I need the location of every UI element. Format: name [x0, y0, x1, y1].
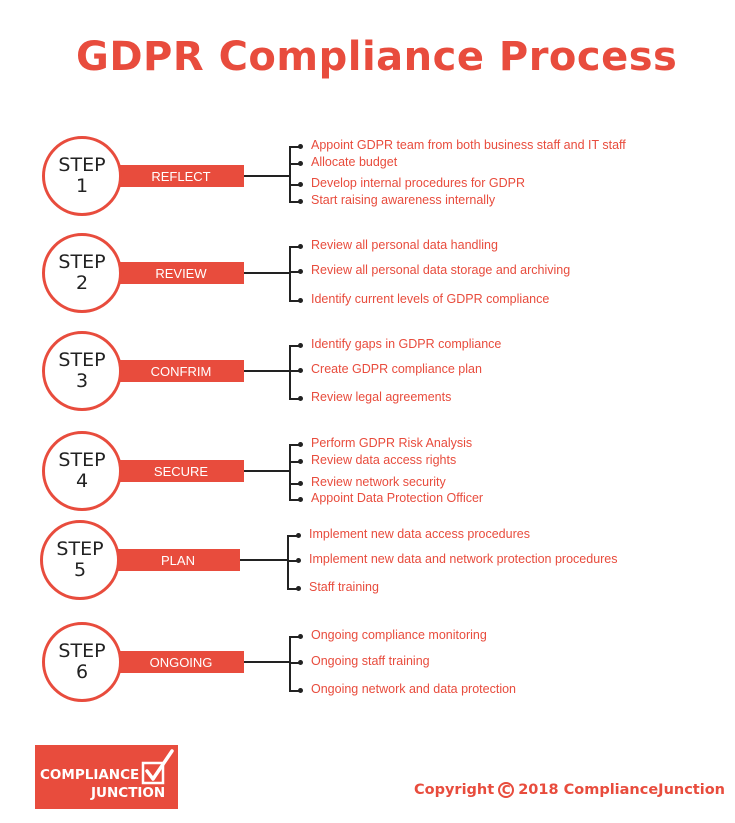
step-5-circle — [40, 520, 120, 600]
step-label: STEP — [58, 251, 106, 273]
connector-line — [240, 559, 287, 561]
step-number: 4 — [75, 470, 89, 492]
step-4-circle — [42, 431, 122, 511]
step-4-item: Perform GDPR Risk Analysis — [311, 436, 473, 450]
bullet-dot — [296, 586, 301, 591]
logo-line-2: JUNCTION — [91, 785, 166, 801]
step-1-item: Allocate budget — [311, 155, 398, 169]
bracket-line — [289, 246, 291, 301]
step-6-name-bar: ONGOING — [118, 651, 244, 673]
step-3-name-bar: CONFRIM — [118, 360, 244, 382]
bullet-dot — [298, 442, 303, 447]
bracket-line — [289, 345, 291, 399]
step-6-circle — [42, 622, 122, 702]
step-4-name-bar: SECURE — [118, 460, 244, 482]
page-title: GDPR Compliance Process — [76, 34, 678, 80]
bullet-dot — [298, 481, 303, 486]
step-1-item: Start raising awareness internally — [311, 193, 496, 207]
step-3-item: Identify gaps in GDPR compliance — [311, 337, 502, 351]
bullet-dot — [298, 182, 303, 187]
bullet-dot — [298, 161, 303, 166]
step-number: 6 — [75, 661, 89, 683]
step-2-item: Review all personal data storage and archiving — [311, 263, 571, 277]
bullet-dot — [296, 558, 301, 563]
step-label: STEP — [58, 349, 106, 371]
copyright-icon: C — [498, 782, 514, 798]
bullet-dot — [298, 396, 303, 401]
connector-line — [244, 661, 289, 663]
step-number: 5 — [73, 559, 87, 581]
checkmark-icon — [141, 749, 175, 789]
step-3-circle — [42, 331, 122, 411]
bullet-dot — [298, 244, 303, 249]
bullet-dot — [298, 144, 303, 149]
step-2-item: Identify current levels of GDPR compliance — [311, 292, 550, 306]
bullet-dot — [296, 533, 301, 538]
step-number: 1 — [75, 175, 89, 197]
copyright-notice — [414, 782, 725, 798]
bullet-dot — [298, 660, 303, 665]
bullet-dot — [298, 634, 303, 639]
step-1-name-bar: REFLECT — [118, 165, 244, 187]
step-4-item: Appoint Data Protection Officer — [311, 491, 484, 505]
step-1-item: Develop internal procedures for GDPR — [311, 176, 525, 190]
bullet-dot — [298, 368, 303, 373]
bracket-line — [289, 636, 291, 691]
step-5-item: Staff training — [309, 580, 379, 594]
step-5-item: Implement new data access procedures — [309, 527, 530, 541]
step-6-item: Ongoing compliance monitoring — [311, 628, 487, 642]
copyright-prefix: Copyright — [414, 782, 495, 798]
bullet-dot — [298, 269, 303, 274]
bracket-line — [289, 146, 291, 202]
bracket-line — [289, 444, 291, 500]
connector-line — [244, 370, 289, 372]
step-3-item: Review legal agreements — [311, 390, 452, 404]
logo-line-1: COMPLIANCE — [40, 767, 140, 783]
connector-line — [244, 272, 289, 274]
step-3-item: Create GDPR compliance plan — [311, 362, 482, 376]
step-5-item: Implement new data and network protection procedures — [309, 552, 618, 566]
bullet-dot — [298, 459, 303, 464]
step-4-item: Review data access rights — [311, 453, 457, 467]
connector-line — [244, 470, 289, 472]
step-label: STEP — [58, 154, 106, 176]
step-2-name-bar: REVIEW — [118, 262, 244, 284]
step-6-item: Ongoing network and data protection — [311, 682, 516, 696]
step-label: STEP — [56, 538, 104, 560]
bracket-line — [287, 535, 289, 589]
step-4-item: Review network security — [311, 475, 446, 489]
bullet-dot — [298, 497, 303, 502]
step-5-name-bar: PLAN — [116, 549, 240, 571]
step-1-circle — [42, 136, 122, 216]
connector-line — [244, 175, 289, 177]
step-6-item: Ongoing staff training — [311, 654, 430, 668]
step-label: STEP — [58, 449, 106, 471]
step-2-item: Review all personal data handling — [311, 238, 498, 252]
bullet-dot — [298, 688, 303, 693]
bullet-dot — [298, 343, 303, 348]
step-number: 2 — [75, 272, 89, 294]
step-number: 3 — [75, 370, 89, 392]
bullet-dot — [298, 298, 303, 303]
step-1-item: Appoint GDPR team from both business staff and IT staff — [311, 138, 626, 152]
bullet-dot — [298, 199, 303, 204]
copyright-text: 2018 ComplianceJunction — [518, 782, 725, 798]
step-label: STEP — [58, 640, 106, 662]
compliance-junction-logo — [35, 745, 178, 809]
step-2-circle — [42, 233, 122, 313]
